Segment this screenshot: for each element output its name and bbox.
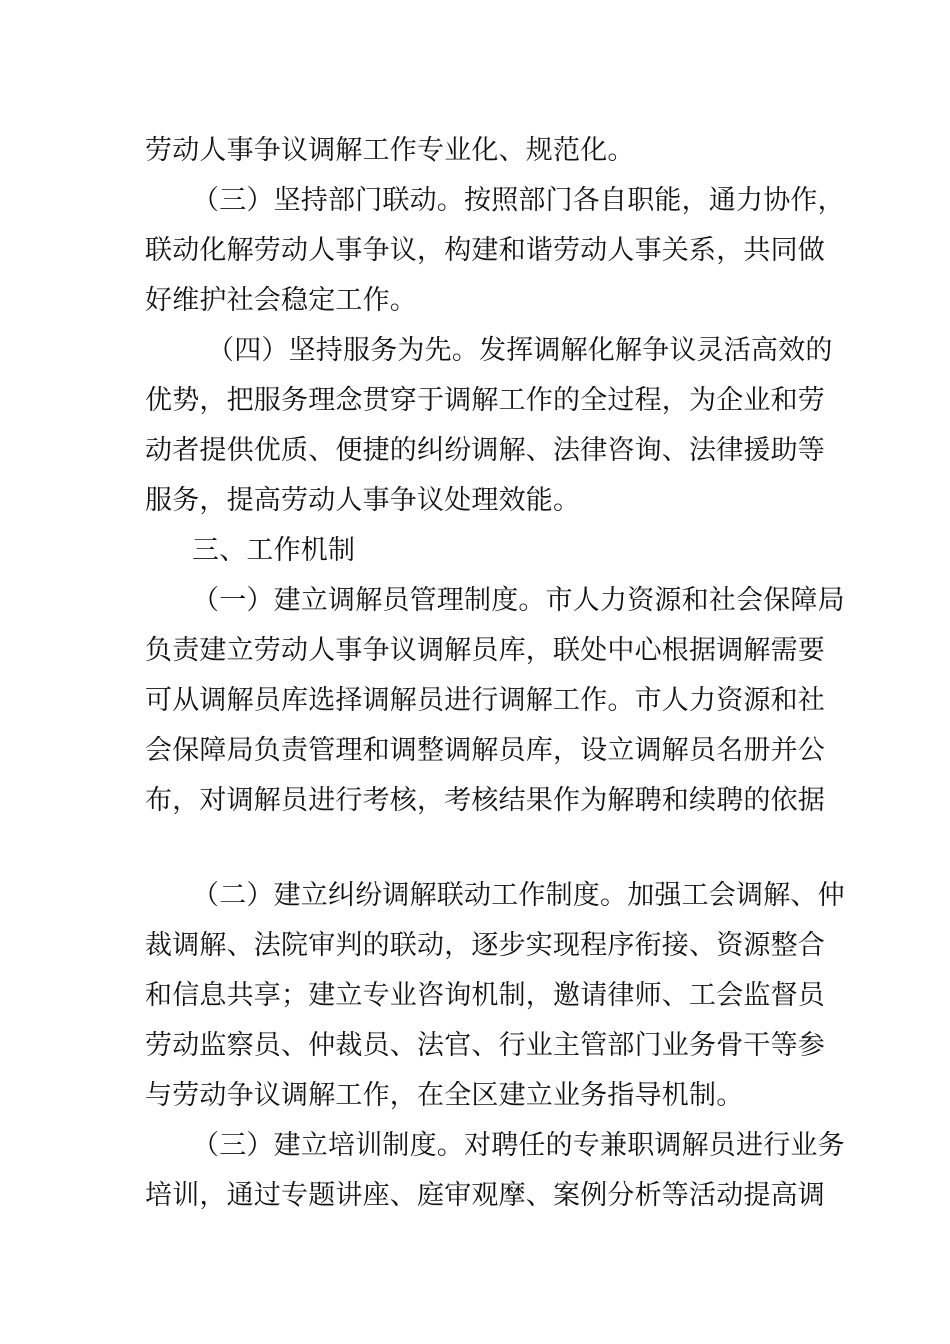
text-line: 与劳动争议调解工作，在全区建立业务指导机制。 [145, 1080, 744, 1111]
text-line: （二）建立纠纷调解联动工作制度。加强工会调解、仲 [192, 880, 845, 911]
text-line: （三）坚持部门联动。按照部门各自职能，通力协作， [192, 185, 845, 216]
text-line: 劳动监察员、仲裁员、法官、行业主管部门业务骨干等参 [145, 1030, 825, 1061]
text-line: （三）建立培训制度。对聘任的专兼职调解员进行业务 [192, 1130, 845, 1161]
text-line: （一）建立调解员管理制度。市人力资源和社会保障局 [192, 585, 845, 616]
text-line: 培训，通过专题讲座、庭审观摩、案例分析等活动提高调 [145, 1180, 825, 1211]
text-line: 负责建立劳动人事争议调解员库，联处中心根据调解需要 [145, 635, 825, 666]
text-line: 会保障局负责管理和调整调解员库，设立调解员名册并公 [145, 735, 825, 766]
text-line: 动者提供优质、便捷的纠纷调解、法律咨询、法律援助等 [145, 435, 825, 466]
text-line: 裁调解、法院审判的联动，逐步实现程序衔接、资源整合 [145, 930, 825, 961]
text-line: 好维护社会稳定工作。 [145, 285, 417, 316]
text-line: 联动化解劳动人事争议，构建和谐劳动人事关系，共同做 [145, 235, 825, 266]
text-line: 服务，提高劳动人事争议处理效能。 [145, 485, 581, 516]
section-heading: 三、工作机制 [192, 535, 356, 566]
text-line: 布，对调解员进行考核，考核结果作为解聘和续聘的依据 [145, 785, 825, 816]
text-line: 和信息共享；建立专业咨询机制，邀请律师、工会监督员 [145, 980, 825, 1011]
text-line: 劳动人事争议调解工作专业化、规范化。 [145, 135, 635, 166]
text-line: 可从调解员库选择调解员进行调解工作。市人力资源和社 [145, 685, 825, 716]
text-line: （四）坚持服务为先。发挥调解化解争议灵活高效的 [207, 335, 833, 366]
text-line: 优势，把服务理念贯穿于调解工作的全过程，为企业和劳 [145, 385, 825, 416]
